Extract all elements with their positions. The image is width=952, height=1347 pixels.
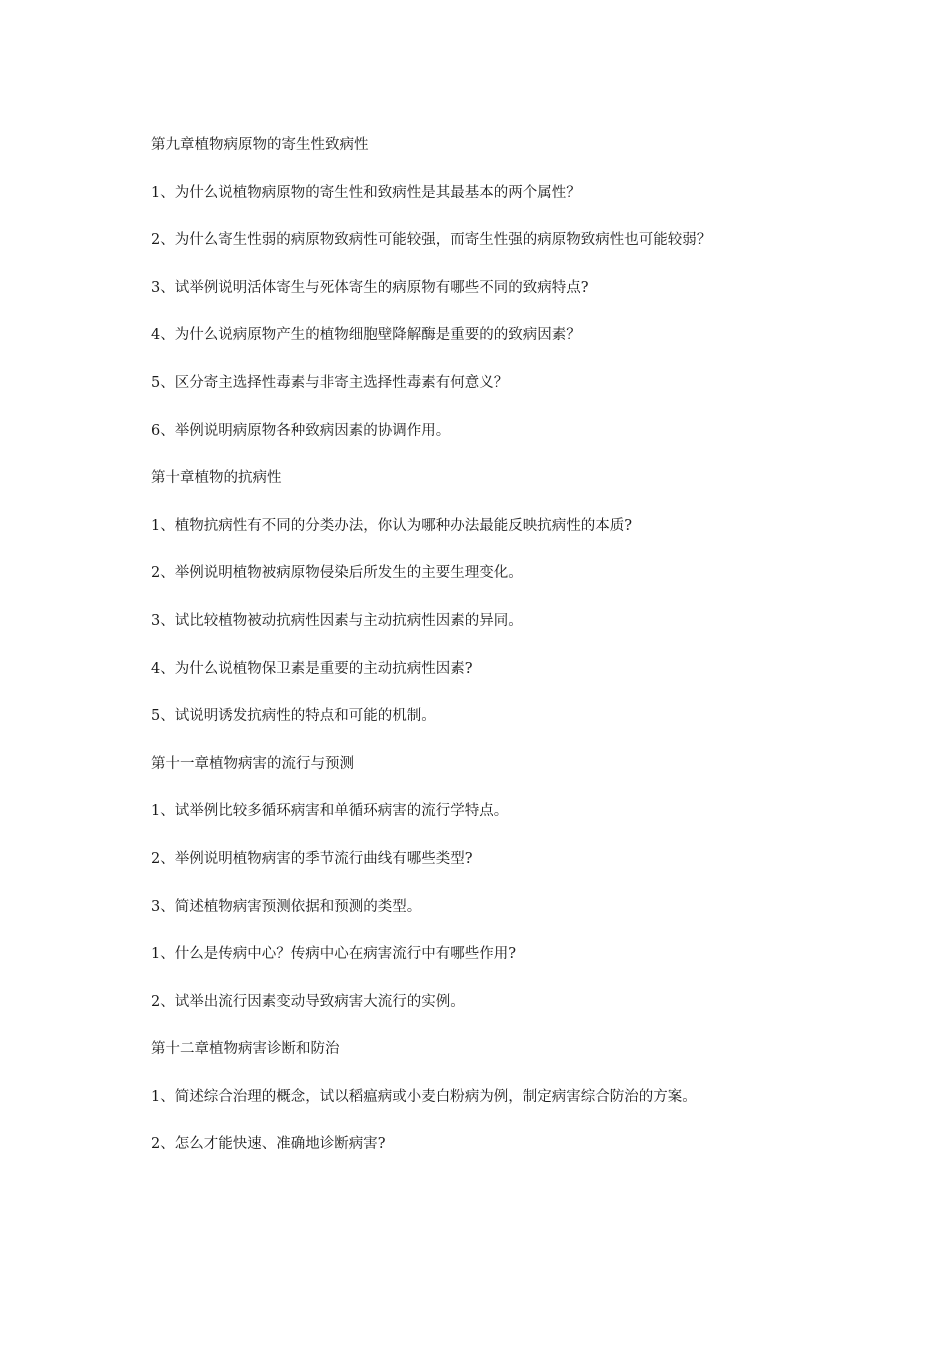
chapter-12-question-2: 2、怎么才能快速、准确地诊断病害? bbox=[151, 1136, 386, 1153]
chapter-12-question-1: 1、简述综合治理的概念，试以稻瘟病或小麦白粉病为例，制定病害综合防治的方案。 bbox=[151, 1088, 697, 1105]
chapter-11-question-1: 1、试举例比较多循环病害和单循环病害的流行学特点。 bbox=[151, 803, 509, 820]
chapter-10-question-2: 2、举例说明植物被病原物侵染后所发生的主要生理变化。 bbox=[151, 565, 523, 582]
chapter-9-heading: 第九章植物病原物的寄生性致病性 bbox=[151, 137, 369, 153]
chapter-9-question-1: 1、为什么说植物病原物的寄生性和致病性是其最基本的两个属性？ bbox=[151, 184, 581, 201]
chapter-10-question-4: 4、为什么说植物保卫素是重要的主动抗病性因素? bbox=[151, 660, 473, 677]
chapter-9-question-5: 5、区分寄主选择性毒素与非寄主选择性毒素有何意义？ bbox=[151, 374, 509, 391]
chapter-9-question-6: 6、举例说明病原物各种致病因素的协调作用。 bbox=[151, 422, 451, 439]
chapter-11-question-2b: 2、试举出流行因素变动导致病害大流行的实例。 bbox=[151, 993, 465, 1010]
chapter-12-heading: 第十二章植物病害诊断和防治 bbox=[151, 1041, 340, 1058]
chapter-10-question-3: 3、试比较植物被动抗病性因素与主动抗病性因素的异同。 bbox=[151, 612, 523, 629]
chapter-11-question-2: 2、举例说明植物病害的季节流行曲线有哪些类型? bbox=[151, 850, 473, 867]
chapter-10-question-5: 5、试说明诱发抗病性的特点和可能的机制。 bbox=[151, 708, 436, 725]
chapter-11-heading: 第十一章植物病害的流行与预测 bbox=[151, 755, 354, 772]
document-body bbox=[151, 132, 911, 1179]
chapter-10-question-1: 1、植物抗病性有不同的分类办法，你认为哪种办法最能反映抗病性的本质? bbox=[151, 517, 632, 534]
chapter-9-question-3: 3、试举例说明活体寄生与死体寄生的病原物有哪些不同的致病特点? bbox=[151, 279, 589, 296]
chapter-9-question-4: 4、为什么说病原物产生的植物细胞壁降解酶是重要的的致病因素？ bbox=[151, 327, 581, 344]
chapter-10-heading: 第十章植物的抗病性 bbox=[151, 470, 282, 487]
chapter-9-question-2: 2、为什么寄生性弱的病原物致病性可能较强，而寄生性强的病原物致病性也可能较弱？ bbox=[151, 232, 712, 249]
chapter-11-question-3: 3、简述植物病害预测依据和预测的类型。 bbox=[151, 898, 422, 915]
chapter-11-question-1b: 1、什么是传病中心？传病中心在病害流行中有哪些作用? bbox=[151, 946, 516, 963]
